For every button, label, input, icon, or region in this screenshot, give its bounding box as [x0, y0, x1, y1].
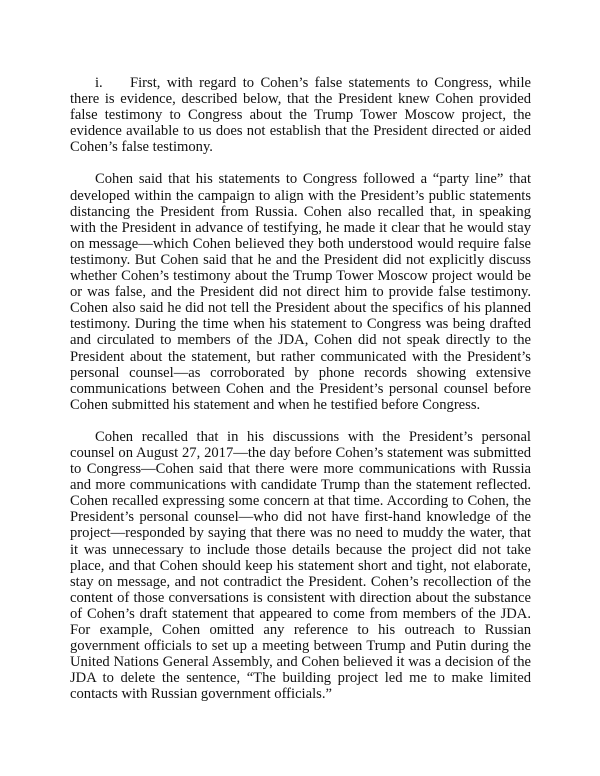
- paragraph-counsel-discussions: Cohen recalled that in his discussions with the President’s personal counsel on August 27, 2017—the day before Cohen’s statement was submitted to Congress—Cohen said that there were more communications with Russia and more communications with candidate Trump than the statement reflected. Cohen recalled expressing some concern at that time. According to Cohen, the President’s personal counsel—who did not have first-hand knowledge of the project—responded by saying that there was no need to muddy the water, that it was unnecessary to include those details because the project did not take place, and that Cohen should keep his statement short and tight, not elaborate, stay on message, and not contradict the President. Cohen’s recollection of the content of those conversations is consistent with direction about the substance of Cohen’s draft statement that appeared to come from members of the JDA. For example, Cohen omitted any reference to his outreach to Russian government officials to set up a meeting between Trump and Putin during the United Nations General Assembly, and Cohen believed it was a decision of the JDA to delete the sentence, “The building project led me to make limited contacts with Russian government officials.”: [70, 428, 531, 703]
- paragraph-item-i: [70, 75, 531, 155]
- list-marker: i.: [95, 75, 103, 91]
- paragraph-text: First, with regard to Cohen’s false statements to Congress, while there is evidence, described below, that the President knew Cohen provided false testimony to Congress about the Trump Tower Moscow project, the evidence available to us does not establish that the President directed or aided Cohen’s false testimony.: [70, 75, 531, 156]
- document-page: [70, 75, 531, 718]
- paragraph-party-line: Cohen said that his statements to Congress followed a “party line” that developed within the campaign to align with the President’s public statements distancing the President from Russia. Cohen also recalled that, in speaking with the President in advance of testifying, he made it clear that he would stay on message—which Cohen believed they both understood would require false testimony. But Cohen said that he and the President did not explicitly discuss whether Cohen’s testimony about the Trump Tower Moscow project would be or was false, and the President did not direct him to provide false testimony. Cohen also said he did not tell the President about the specifics of his planned testimony. During the time when his statement to Congress was being drafted and circulated to members of the JDA, Cohen did not speak directly to the President about the statement, but rather communicated with the President’s personal counsel—as corroborated by phone records showing extensive communications between Cohen and the President’s personal counsel before Cohen submitted his statement and when he testified before Congress.: [70, 171, 531, 413]
